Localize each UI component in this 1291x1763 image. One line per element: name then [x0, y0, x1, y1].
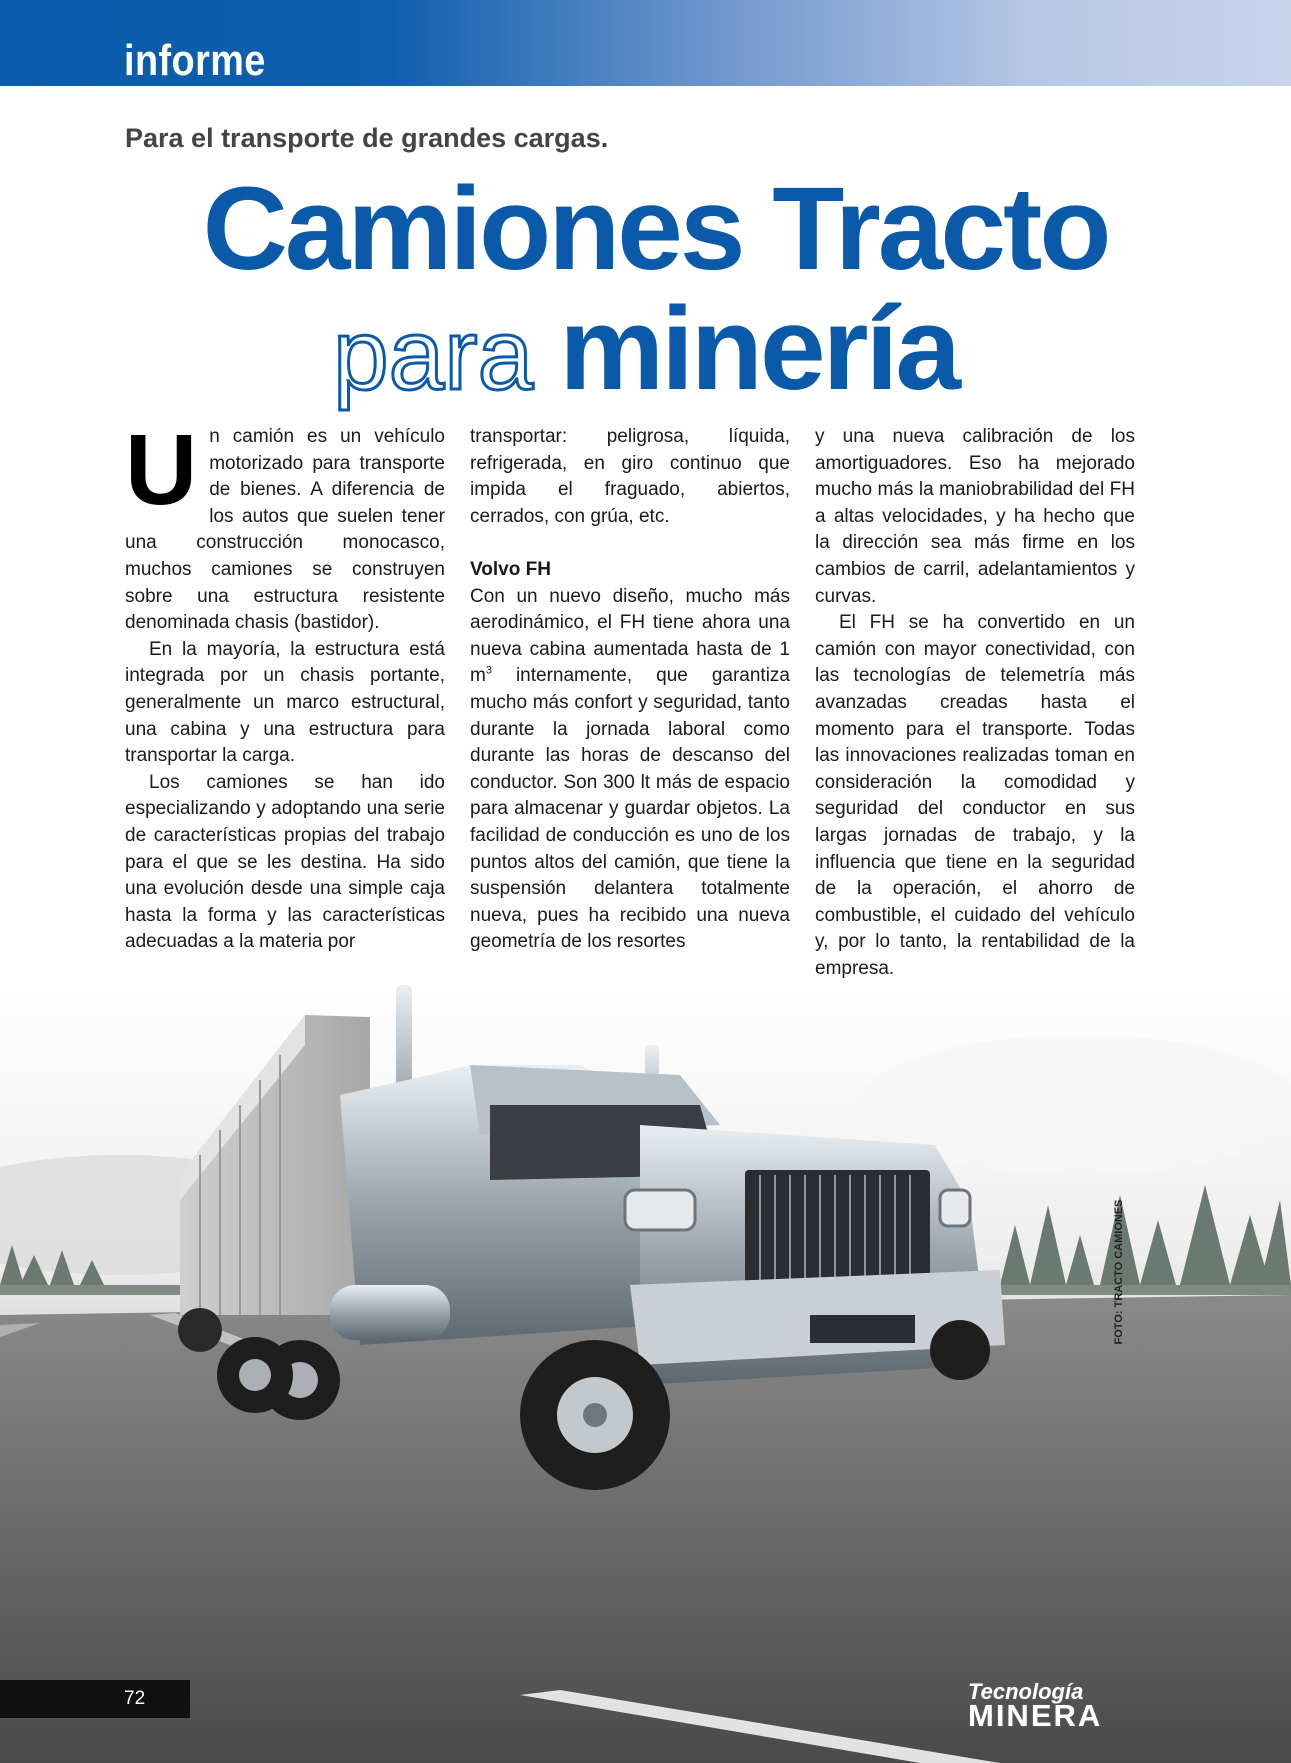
truck-photo	[0, 985, 1291, 1763]
paragraph: y una nueva calibración de los amortiguadores. Eso ha mejorado mucho más la maniobrabilidad del FH a altas velocidades, y ha hecho que la dirección sea más firme en los cambios de carril, adelantamientos y curvas.	[815, 426, 1135, 607]
text-column-1	[125, 414, 445, 956]
paragraph: En la mayoría, la estructura está integrada por un chasis portante, generalmente un marco estructural, una cabina y una estructura para transportar la carga.	[125, 638, 445, 767]
paragraph	[470, 584, 790, 956]
article-kicker: Para el transporte de grandes cargas.	[125, 123, 609, 153]
photo-credit	[1110, 1200, 1128, 1350]
text-column-2	[470, 424, 790, 956]
brand-logo-line1: Tecnología	[968, 1679, 1084, 1704]
brand-logo-line2: MINERA	[968, 1698, 1103, 1733]
paragraph-text: internamente, que garantiza mucho más confort y seguridad, tanto durante la jornada laboral como durante las horas de descanso del conductor. Son 300 lt más de espacio para almacenar y guardar objetos. La facilidad de conducción es uno de los puntos altos del camión, que tiene la suspensión delantera totalmente nueva, pues ha recibido una nueva geometría de los resortes	[470, 665, 790, 953]
title-solid-word: minería	[559, 283, 958, 415]
section-label: informe	[124, 36, 266, 85]
subheading: Volvo FH	[470, 558, 551, 580]
page-number: 72	[124, 1688, 146, 1709]
paragraph-text: Con un nuevo diseño, mucho más aerodinámico, el FH tiene ahora una nueva cabina aumentada hasta de 1 m	[470, 585, 790, 687]
paragraph: transportar: peligrosa, líquida, refrigerada, en giro continuo que impida el fraguado, abiertos, cerrados, con grúa, etc.	[470, 426, 790, 527]
paragraph: El FH se ha convertido en un camión con mayor conectividad, con las tecnologías de telemetría más avanzadas creadas hasta el momento para el transporte. Todas las innovaciones realizadas toman en consideración la comodidad y seguridad del conductor en sus largas jornadas de trabajo, y la influencia que tiene en la seguridad de la operación, el ahorro de combustible, el cuidado del vehículo y, por lo tanto, la rentabilidad de la empresa.	[815, 612, 1135, 979]
article-title-line2	[0, 283, 1291, 416]
photo-credit-text: FOTO: TRACTO CAMIONES	[1113, 1199, 1125, 1345]
drop-cap: U	[125, 414, 198, 526]
paragraph: Los camiones se han ido especializando y adoptando una serie de características propias del trabajo para el que se les destina. Ha sido una evolución desde una simple caja hasta la forma y las características adecuadas a la materia por	[125, 771, 445, 953]
paragraph-text: n camión es un vehículo motorizado para transporte de bienes. A diferencia de los autos que suelen tener una construcción monocasco, muchos camiones se construyen sobre una estructura resistente denominada chasis (bastidor).	[125, 426, 445, 634]
page-number-bar	[0, 1680, 190, 1718]
paragraph	[125, 414, 445, 637]
text-column-3	[815, 424, 1135, 982]
article-title-line1: Camiones Tracto	[202, 163, 1109, 295]
title-outline-word: para	[333, 299, 534, 411]
superscript: 3	[485, 665, 492, 678]
